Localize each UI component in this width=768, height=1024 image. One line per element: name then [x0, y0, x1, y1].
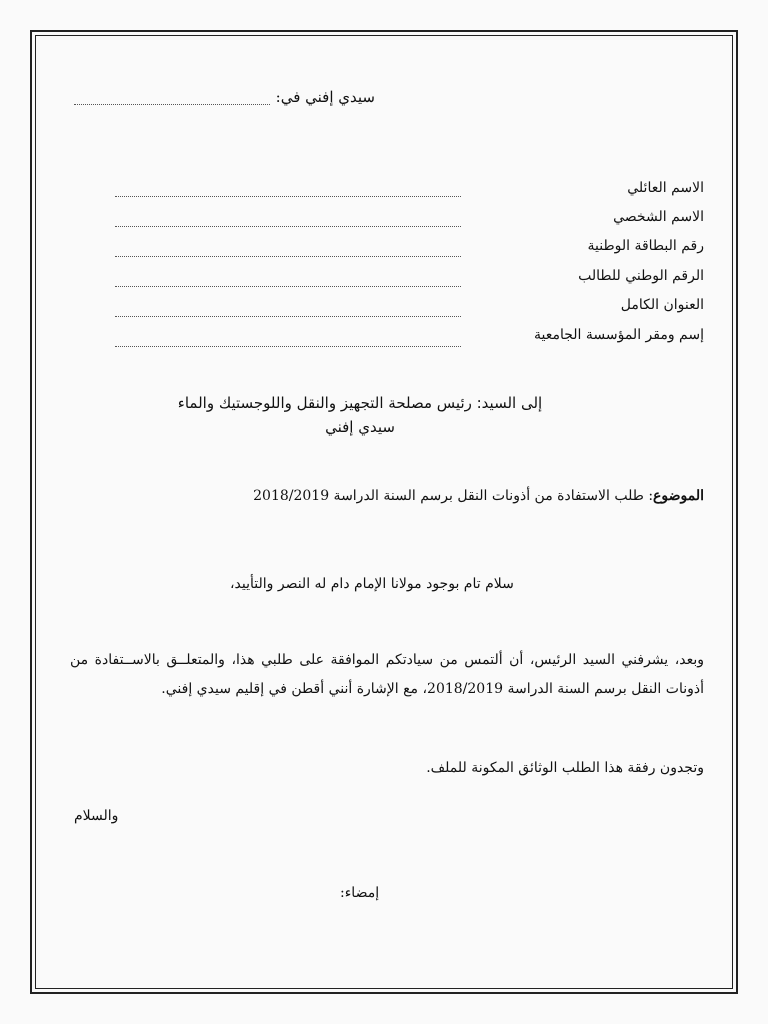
subject-label: الموضوع [653, 488, 704, 504]
subject-line [253, 488, 704, 504]
field-dotted-line-first-name[interactable] [115, 226, 461, 227]
closing-salutation: والسلام [74, 808, 119, 824]
field-label-address: العنوان الكامل [620, 297, 704, 313]
field-dotted-line-address[interactable] [115, 316, 461, 317]
field-dotted-line-university[interactable] [115, 346, 461, 347]
signature-label: إمضاء: [340, 885, 380, 901]
field-label-student-number: الرقم الوطني للطالب [578, 268, 704, 284]
field-dotted-line-national-id[interactable] [115, 256, 461, 257]
place-dotted-line[interactable] [74, 104, 270, 105]
field-label-first-name: الاسم الشخصي [613, 209, 704, 225]
body-paragraph: وبعد، يشرفني السيد الرئيس، أن ألتمس من سيادتكم الموافقة على طلبي هذا، والمتعلــق بالاســتفادة من أذونات النقل برسم السنة الدراسة 2018/2019، مع الإشارة أنني أقطن في إقليم سيدي إفني. [70, 652, 704, 697]
page-border-inner [35, 35, 733, 989]
field-label-family-name: الاسم العائلي [627, 180, 704, 196]
subject-text: : طلب الاستفادة من أذونات النقل برسم السنة الدراسة 2018/2019 [253, 488, 654, 504]
place-date-line: سيدي إفني في: [275, 88, 375, 106]
addressee-line-1: إلى السيد: رئيس مصلحة التجهيز والنقل واللوجستيك والماء [177, 394, 543, 412]
field-label-national-id: رقم البطاقة الوطنية [587, 238, 704, 254]
greeting-line: سلام تام بوجود مولانا الإمام دام له النصر والتأييد، [230, 576, 514, 592]
field-label-university: إسم ومقر المؤسسة الجامعية [533, 327, 704, 343]
addressee-line-2: سيدي إفني [325, 418, 395, 436]
field-dotted-line-student-number[interactable] [115, 286, 461, 287]
attachments-note: وتجدون رفقة هذا الطلب الوثائق المكونة للملف. [426, 760, 704, 776]
field-dotted-line-family-name[interactable] [115, 196, 461, 197]
